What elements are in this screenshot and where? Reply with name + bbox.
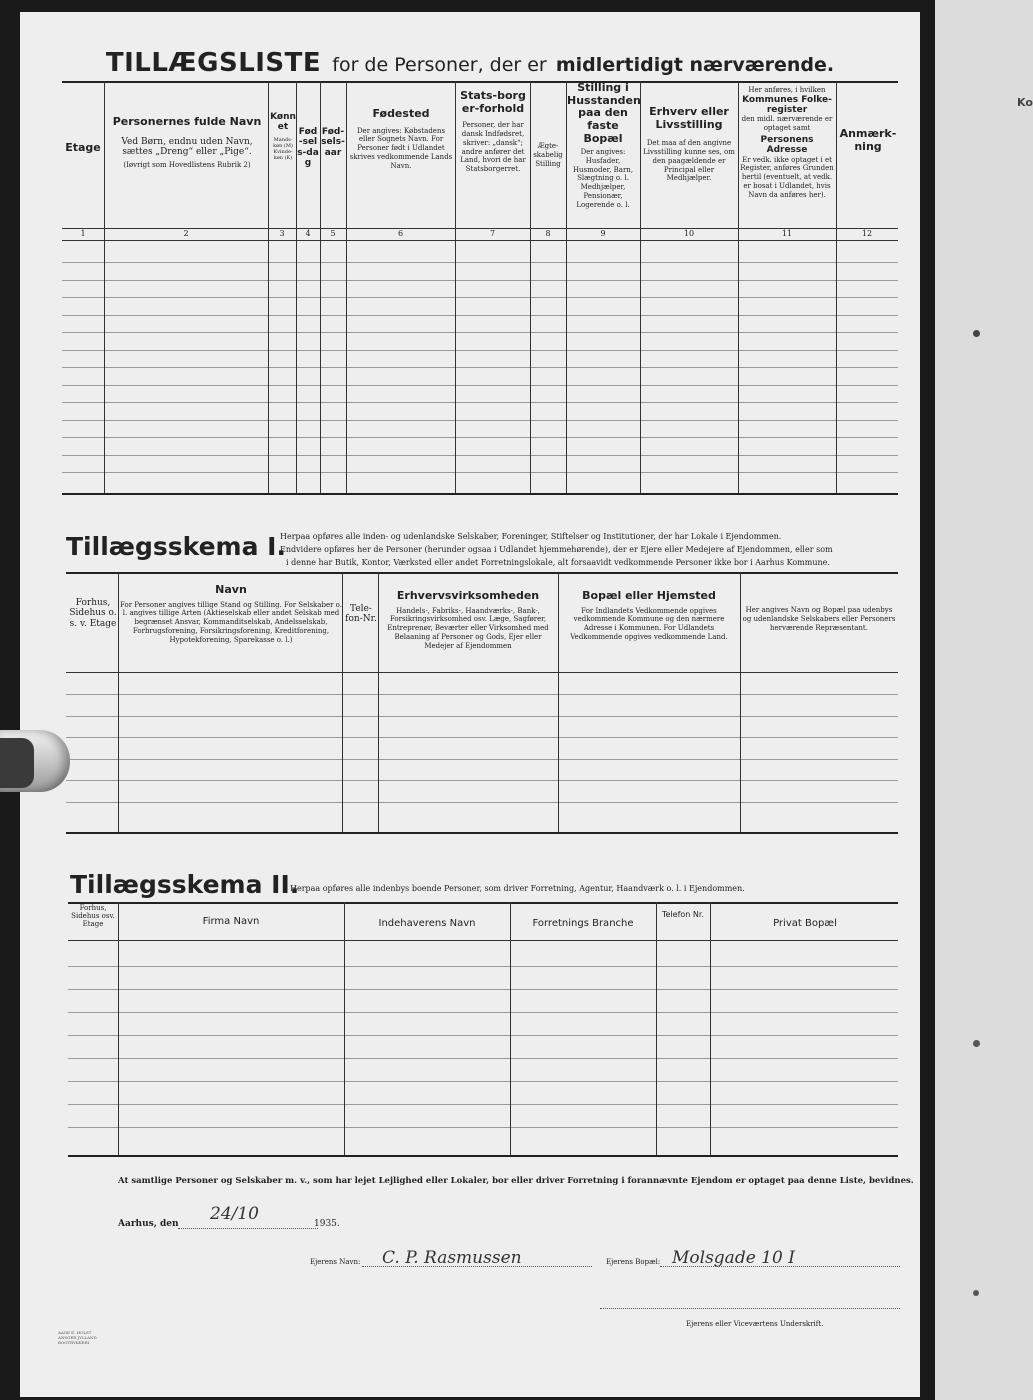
col-statsborger-sub: Personer, der har dansk Indfødsret, skriver: „dansk“; andre anfører det Land, hvori de har Statsborgerret.: [460, 121, 526, 174]
s1-col-erhverv-sub: Handels-, Fabriks-, Haandværks-, Bank-, Forsikringsvirksomhed osv. Læge, Sagfører, Entreprenør, Beværter eller Virksomhed med Belaaning af Personer og Gods, Ejer eller Medejer af Ejendommen: [387, 606, 549, 650]
s1-col-forhus: Forhus, Sidehus o. s. v. Etage: [69, 598, 117, 629]
column-rule: [378, 572, 379, 832]
col-adresse-header: [739, 86, 835, 199]
adjacent-page-text: Ko: [1017, 96, 1033, 109]
s1-col-telefon: Tele-fon-Nr.: [345, 604, 377, 625]
row-rule: [62, 367, 898, 368]
s1-col-bopael-header: [560, 590, 738, 642]
table-border: [66, 832, 898, 834]
column-rule: [740, 572, 741, 832]
declaration-text: At samtlige Personer og Selskaber m. v., som har lejet Lejlighed eller Lokaler, bor eller driver Forretning i forannævnte Ejendom er optaget paa denne Liste, bevidnes.: [118, 1176, 914, 1186]
row-rule: [66, 780, 898, 781]
column-rule: [104, 81, 105, 493]
col-foedested-header: [348, 108, 454, 170]
row-rule: [62, 437, 898, 438]
punch-hole: [973, 330, 980, 337]
column-rule: [344, 902, 345, 1155]
row-rule: [62, 455, 898, 456]
row-rule: [66, 759, 898, 760]
row-rule: [62, 262, 898, 263]
table-border: [68, 902, 898, 904]
column-rule: [268, 81, 269, 493]
row-rule: [68, 989, 898, 990]
row-rule: [68, 1104, 898, 1105]
col-navn-header: [106, 116, 268, 170]
column-rule: [558, 572, 559, 832]
skema2-title: Tillægsskema II.: [70, 870, 300, 899]
s1-col-erhverv-header: [380, 590, 556, 650]
address-label: Ejerens Bopæl:: [606, 1258, 661, 1266]
col-erhverv-sub: Det maa af den angivne Livsstilling kunne ses, om den paagældende er Principal eller Medhjælper.: [643, 139, 735, 183]
table-border: [66, 572, 898, 574]
col-husstand-header: [567, 82, 639, 209]
column-rule: [118, 572, 119, 832]
col-etage: Etage: [65, 141, 101, 154]
col-navn-title: Personernes fulde Navn: [112, 115, 262, 128]
col-adresse-maintop: Kommunes Folke-register: [742, 94, 832, 116]
punch-hole: [973, 1290, 979, 1296]
row-rule: [62, 297, 898, 298]
owner-label: Ejerens Navn:: [310, 1258, 361, 1266]
row-rule: [68, 1012, 898, 1013]
col-erhverv-header: [641, 106, 737, 183]
row-rule: [68, 1035, 898, 1036]
date-handwritten: 24/10: [210, 1204, 259, 1224]
s2-col-forhus: Forhus, Sidehus osv. Etage: [71, 904, 115, 929]
col-koen-title: Kønnet: [270, 112, 296, 133]
s1-col-navn-sub: For Personer angives tillige Stand og Stilling. For Selskaber o. l. angives tillige Arten (Aktieselskab eller andet Selskab med begrænset Ansvar, Kommanditselskab, Andelsselskab, Forbrugsforening, Forsikringsforening, Kreditforening, Hypotekforening, Sparekasse o. l.): [120, 600, 342, 644]
table-border: [62, 493, 898, 495]
row-rule: [68, 1081, 898, 1082]
liste-title: TILLÆGSLISTE: [105, 48, 322, 78]
skema1-intro: [280, 530, 900, 569]
row-rule: [62, 350, 898, 351]
s1-col-bopael-sub: For Indlandets Vedkommende opgives vedkommende Kommune og den nærmere Adresse i Kommunen. For Udlandets Vedkommende opgives vedkommende Land.: [570, 606, 728, 641]
column-number: 9: [600, 229, 606, 238]
skema1-title: Tillægsskema I.: [66, 532, 286, 561]
row-rule: [68, 1058, 898, 1059]
table-header-rule: [68, 940, 898, 941]
row-rule: [62, 385, 898, 386]
row-rule: [66, 737, 898, 738]
col-adresse-sub: Er vedk. ikke optaget i et Register, anføres Grunden hertil (eventuelt, at vedk. er bosat i Udlandet, hvis Navn da anføres her).: [740, 155, 834, 199]
col-aegteskabelig: Ægte-skabelig Stilling: [533, 142, 563, 168]
col-statsborger-title: Stats-borger-forhold: [460, 89, 526, 115]
address-handwritten: Molsgade 10 I: [672, 1248, 795, 1268]
form-page: [20, 12, 920, 1397]
column-number: 6: [397, 229, 404, 238]
row-rule: [62, 315, 898, 316]
col-adresse-submid: den midl. nærværende er optaget samt: [741, 115, 833, 133]
s1-col-repr: Her angives Navn og Bopæl paa udenbys og udenlandske Selskabers eller Personers herværende Repræsentant.: [742, 606, 896, 632]
col-anmaerkning: Anmærk-ning: [839, 127, 897, 153]
skema1-intro-line: i denne har Butik, Kontor, Værksted eller andet Forretningslokale, alt forsaavidt vedkommende Personer ikke bor i Aarhus Kommune.: [286, 558, 830, 567]
col-erhverv-title: Erhverv eller Livsstilling: [649, 105, 729, 131]
s2-col-branche: Forretnings Branche: [532, 918, 634, 929]
row-rule: [66, 716, 898, 717]
column-rule: [455, 81, 456, 493]
skema2-intro: Herpaa opføres alle indenbys boende Personer, som driver Forretning, Agentur, Haandværk o. l. i Ejendommen.: [290, 884, 745, 893]
row-rule: [68, 1127, 898, 1128]
col-koen-header: [270, 112, 296, 162]
row-rule: [66, 694, 898, 695]
s1-col-navn-title: Navn: [215, 583, 247, 596]
column-number: 10: [683, 229, 695, 238]
col-navn-sub: Ved Børn, endnu uden Navn, sættes „Dreng“ eller „Pige“.: [121, 136, 253, 157]
s2-col-indehaver: Indehaverens Navn: [378, 918, 476, 929]
column-rule: [342, 572, 343, 832]
s1-col-erhverv-title: Erhvervsvirksomheden: [396, 589, 540, 602]
column-number: 5: [330, 229, 336, 238]
date-line: [178, 1228, 318, 1229]
row-rule: [62, 420, 898, 421]
col-husstand-sub: Der angives: Husfader, Husmoder, Barn, Slægtning o. l. Medhjælper, Pensionær, Logerende o. l.: [572, 148, 634, 209]
column-rule: [836, 81, 837, 493]
skema1-intro-line: Herpaa opføres alle inden- og udenlandske Selskaber, Foreninger, Stiftelser og Institutioner, der har Lokale i Ejendommen.: [280, 532, 782, 541]
liste-title-mid: for de Personer, der er: [332, 54, 547, 76]
col-statsborger-header: [457, 90, 529, 174]
signature-line: [600, 1308, 900, 1309]
column-number: 4: [305, 229, 311, 238]
binder-clip-shadow: [0, 738, 34, 788]
table-border: [62, 81, 898, 83]
col-navn-sub2: (Iøvrigt som Hovedlistens Rubrik 2): [123, 161, 251, 170]
column-rule: [346, 81, 347, 493]
owner-handwritten: C. P. Rasmussen: [382, 1248, 522, 1268]
year-label: 1935.: [314, 1219, 340, 1229]
s2-col-bopael: Privat Bopæl: [773, 918, 837, 929]
col-foedested-title: Fødested: [372, 107, 430, 120]
column-number: 2: [183, 229, 189, 238]
table-header-rule: [66, 672, 898, 673]
row-rule: [68, 966, 898, 967]
col-koen-sub: Mands-køn (M) Kvinde-køn (K): [273, 136, 293, 162]
row-rule: [62, 332, 898, 333]
column-rule: [510, 902, 511, 1155]
table-border: [68, 1155, 898, 1157]
column-rule: [710, 902, 711, 1155]
punch-hole: [973, 1040, 980, 1047]
row-rule: [66, 802, 898, 803]
liste-title-row: [20, 48, 920, 78]
column-rule: [656, 902, 657, 1155]
column-number: 8: [545, 229, 551, 238]
column-rule: [118, 902, 119, 1155]
col-adresse-subtop: Her anføres, i hvilken: [748, 86, 826, 94]
s2-col-telefon: Telefon Nr.: [662, 910, 704, 919]
col-adresse-title: Personens Adresse: [760, 134, 814, 156]
skema1-intro-line: Endvidere opføres her de Personer (herunder ogsaa i Udlandet hjemmehørende), der er Ejere eller Medejere af Ejendommen, eller som: [280, 545, 833, 554]
col-foedested-sub: Der angives: Købstadens eller Sognets Navn. For Personer født i Udlandet skrives vedkommende Lands Navn.: [349, 126, 453, 170]
col-foedselsdag: Fød-sels-dag: [297, 127, 319, 169]
column-number: 7: [489, 229, 496, 238]
col-husstand-title: Stilling i Husstanden paa den faste Bopæl: [567, 81, 641, 145]
adjacent-page: [935, 0, 1033, 1400]
s1-col-navn-header: [120, 584, 342, 644]
printer-mark: AAGE E. HOLST ANSGER JYLLAND BOGTRYKKERI: [58, 1330, 97, 1345]
table-header-rule: [62, 240, 898, 241]
row-rule: [62, 472, 898, 473]
s2-col-firma: Firma Navn: [202, 916, 260, 927]
column-number: 1: [80, 229, 86, 238]
row-rule: [62, 402, 898, 403]
column-number: 11: [781, 229, 793, 238]
column-number: 12: [861, 229, 873, 238]
column-number: 3: [279, 229, 285, 238]
city-label: Aarhus, den: [118, 1219, 179, 1229]
col-foedselsaar: Fød-sels-aar: [321, 127, 345, 158]
signature-label: Ejerens eller Viceværtens Underskrift.: [686, 1320, 824, 1328]
liste-title-end: midlertidigt nærværende.: [555, 54, 835, 76]
s1-col-bopael-title: Bopæl eller Hjemsted: [582, 589, 716, 602]
row-rule: [62, 280, 898, 281]
